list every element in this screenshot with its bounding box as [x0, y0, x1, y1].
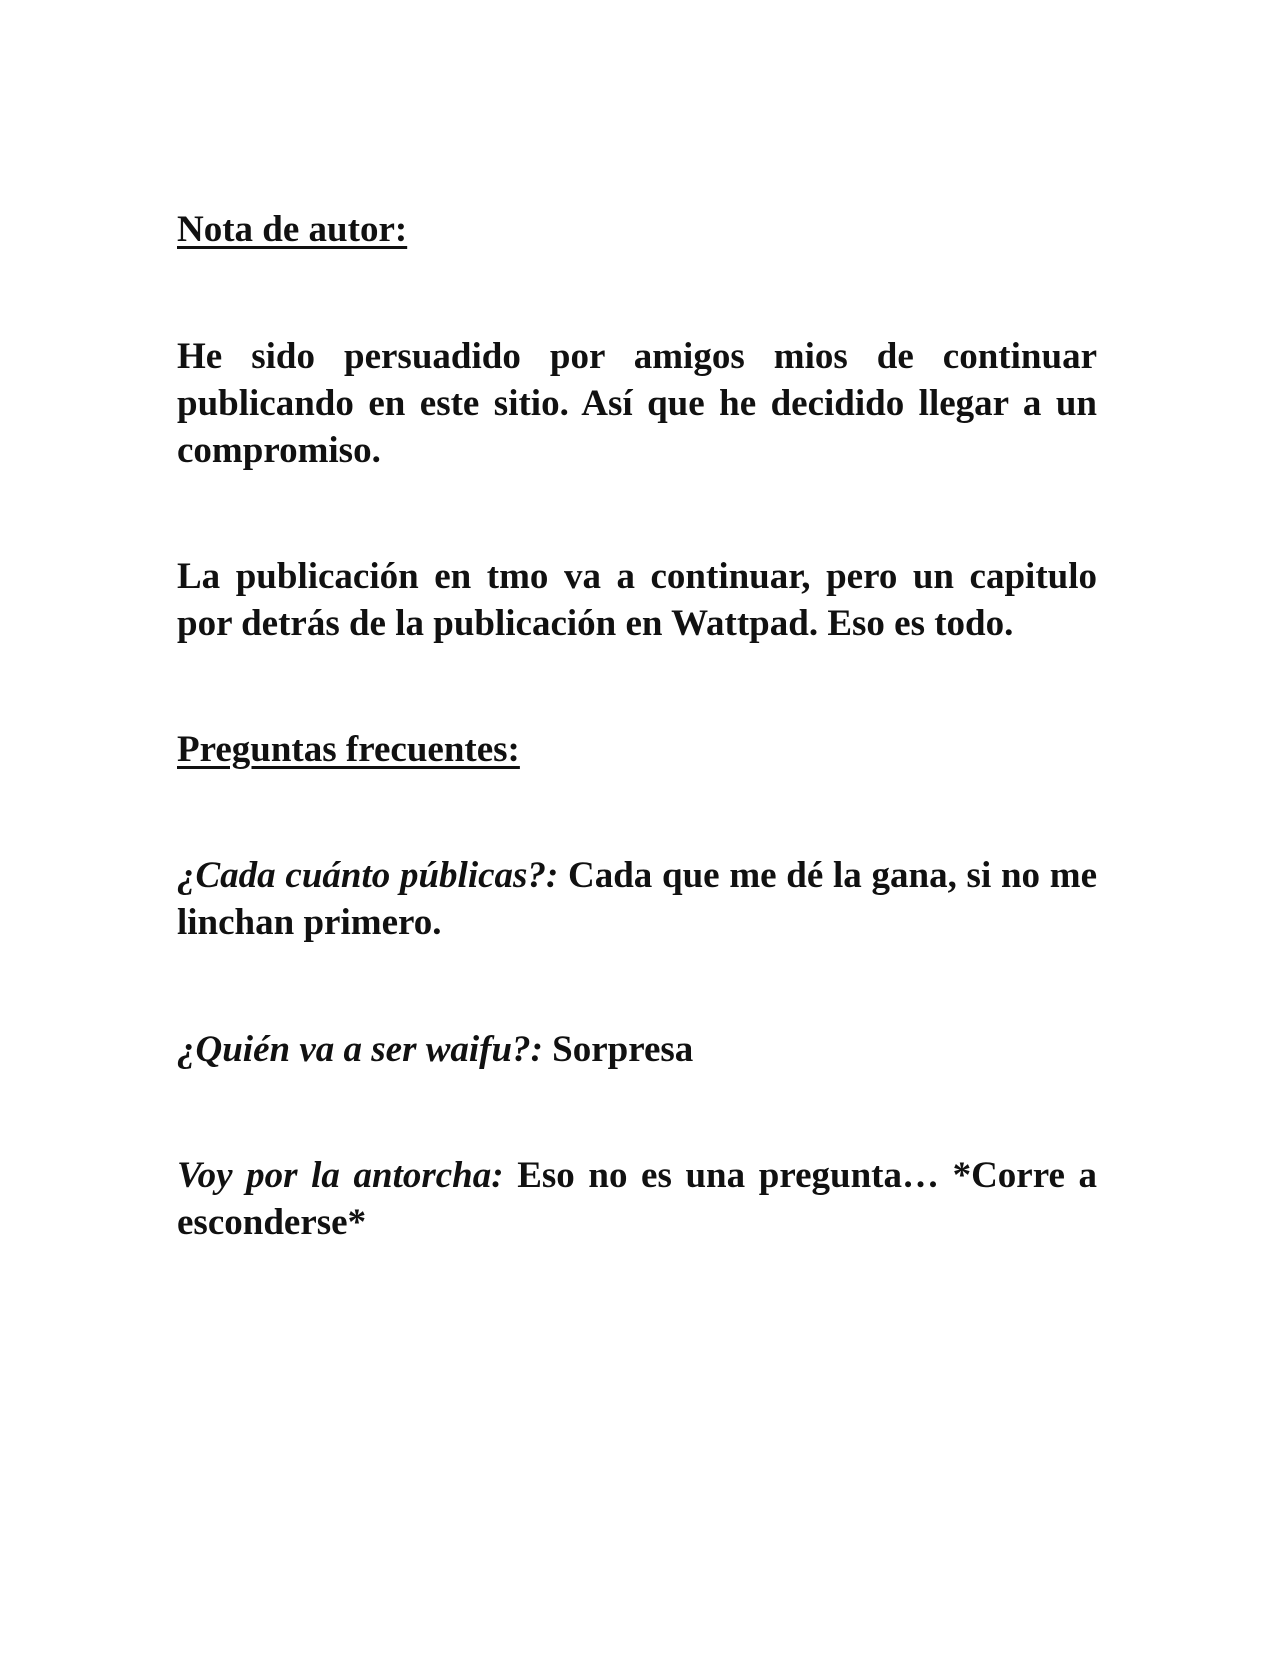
faq-question: ¿Quién va a ser waifu?: — [177, 1029, 543, 1070]
author-note-paragraph-1: He sido persuadido por amigos mios de continuar publicando en este sitio. Así que he decidido llegar a un compromiso. — [177, 336, 1097, 471]
faq-answer: Eso no es una pregunta… *Corre a esconderse* — [177, 1155, 1097, 1243]
document-body — [177, 206, 1097, 1246]
faq-question: Voy por la antorcha: — [177, 1155, 504, 1196]
faq-item — [177, 1026, 1097, 1073]
faq-heading: Preguntas frecuentes: — [177, 729, 520, 770]
author-note-heading: Nota de autor: — [177, 209, 408, 250]
author-note-paragraph-2: La publicación en tmo va a continuar, pero un capitulo por detrás de la publicación en Wattpad. Eso es todo. — [177, 556, 1097, 644]
faq-item — [177, 852, 1097, 946]
faq-answer: Sorpresa — [552, 1029, 694, 1070]
faq-answer: Cada que me dé la gana, si no me linchan primero. — [177, 855, 1097, 943]
faq-item — [177, 1152, 1097, 1246]
faq-question: ¿Cada cuánto públicas?: — [177, 855, 559, 896]
